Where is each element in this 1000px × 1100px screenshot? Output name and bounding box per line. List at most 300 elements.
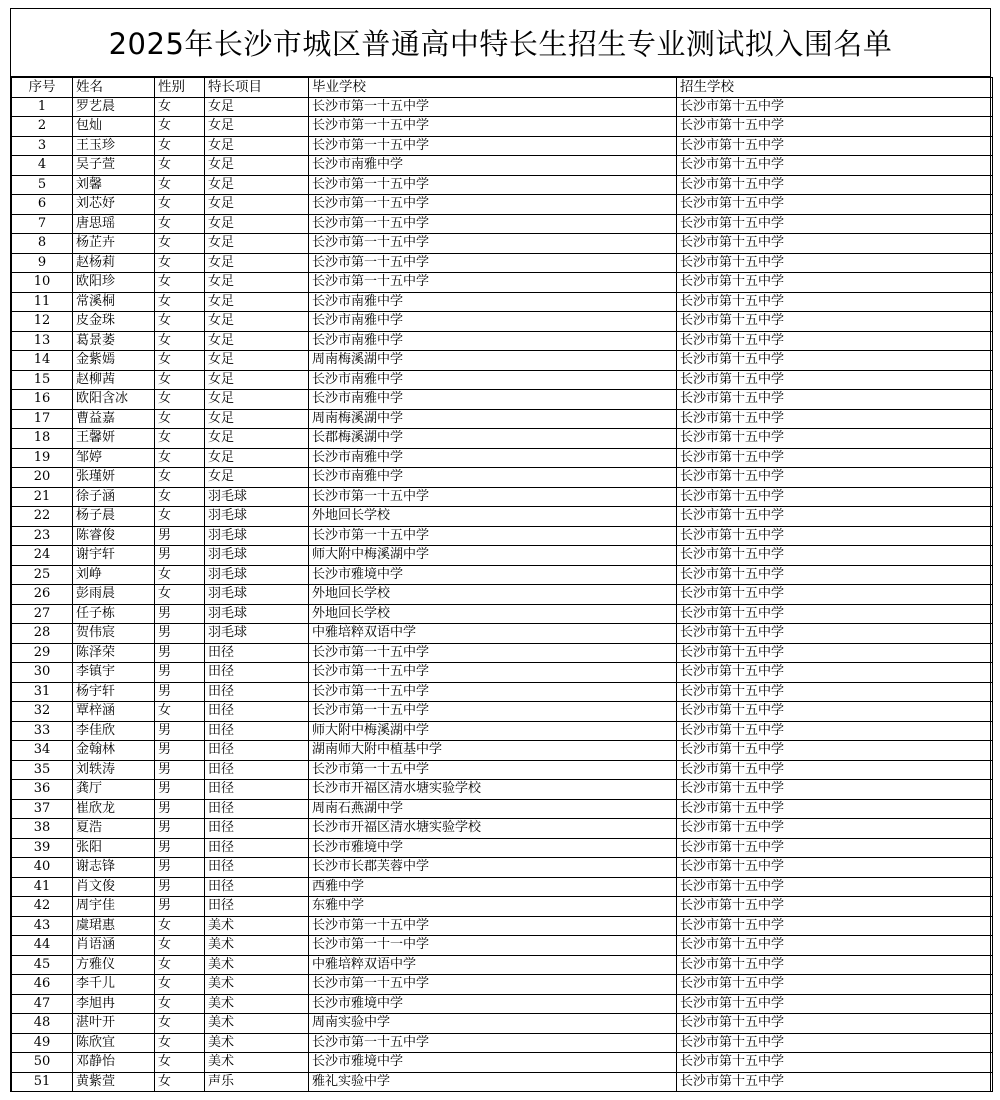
specialty-cell: 女足 [205, 136, 309, 156]
admission-school-cell: 长沙市第十五中学 [677, 624, 993, 644]
specialty-cell: 女足 [205, 331, 309, 351]
admission-school-cell: 长沙市第十五中学 [677, 916, 993, 936]
gender-cell: 女 [155, 702, 205, 722]
row-index-cell: 13 [12, 331, 73, 351]
admission-school-cell: 长沙市第十五中学 [677, 858, 993, 878]
gender-cell: 男 [155, 546, 205, 566]
graduation-school-cell: 雅礼实验中学 [309, 1072, 677, 1092]
gender-cell: 女 [155, 1033, 205, 1053]
graduation-school-cell: 中雅培粹双语中学 [309, 955, 677, 975]
row-index-cell: 44 [12, 936, 73, 956]
graduation-school-cell: 长沙市第一十五中学 [309, 487, 677, 507]
gender-cell: 女 [155, 136, 205, 156]
row-index-cell: 45 [12, 955, 73, 975]
specialty-cell: 田径 [205, 741, 309, 761]
row-index-cell: 33 [12, 721, 73, 741]
admission-school-cell: 长沙市第十五中学 [677, 312, 993, 332]
admission-school-cell: 长沙市第十五中学 [677, 975, 993, 995]
row-index-cell: 1 [12, 97, 73, 117]
row-index-cell: 37 [12, 799, 73, 819]
graduation-school-cell: 外地回长学校 [309, 604, 677, 624]
table-row [12, 799, 993, 819]
graduation-school-cell: 长沙市第一十五中学 [309, 195, 677, 215]
graduation-school-cell: 长沙市开福区清水塘实验学校 [309, 819, 677, 839]
gender-cell: 女 [155, 1014, 205, 1034]
row-index-cell: 5 [12, 175, 73, 195]
graduation-school-cell: 长沙市第一十五中学 [309, 253, 677, 273]
table-row [12, 273, 993, 293]
student-name-cell: 陈欣宜 [73, 1033, 155, 1053]
student-name-cell: 彭雨晨 [73, 585, 155, 605]
graduation-school-cell: 长沙市第一十一中学 [309, 936, 677, 956]
roster-sheet [10, 8, 991, 1092]
admission-school-cell: 长沙市第十五中学 [677, 351, 993, 371]
row-index-cell: 16 [12, 390, 73, 410]
row-index-cell: 20 [12, 468, 73, 488]
table-row [12, 780, 993, 800]
student-name-cell: 陈睿俊 [73, 526, 155, 546]
gender-cell: 女 [155, 468, 205, 488]
gender-cell: 女 [155, 370, 205, 390]
student-name-cell: 陈泽荣 [73, 643, 155, 663]
student-name-cell: 罗艺晨 [73, 97, 155, 117]
student-name-cell: 刘芯妤 [73, 195, 155, 215]
specialty-cell: 美术 [205, 916, 309, 936]
student-name-cell: 邓静怡 [73, 1053, 155, 1073]
gender-cell: 男 [155, 682, 205, 702]
table-row [12, 682, 993, 702]
specialty-cell: 女足 [205, 117, 309, 137]
graduation-school-cell: 长沙市第一十五中学 [309, 643, 677, 663]
roster-table [11, 77, 993, 1092]
specialty-cell: 羽毛球 [205, 624, 309, 644]
admission-school-cell: 长沙市第十五中学 [677, 156, 993, 176]
gender-cell: 男 [155, 838, 205, 858]
student-name-cell: 张瑾妍 [73, 468, 155, 488]
row-index-cell: 21 [12, 487, 73, 507]
admission-school-cell: 长沙市第十五中学 [677, 1014, 993, 1034]
gender-cell: 男 [155, 604, 205, 624]
gender-cell: 女 [155, 234, 205, 254]
admission-school-cell: 长沙市第十五中学 [677, 1072, 993, 1092]
gender-cell: 女 [155, 916, 205, 936]
table-row [12, 409, 993, 429]
gender-cell: 女 [155, 565, 205, 585]
admission-school-cell: 长沙市第十五中学 [677, 214, 993, 234]
table-row [12, 390, 993, 410]
student-name-cell: 湛叶开 [73, 1014, 155, 1034]
student-name-cell: 皮金珠 [73, 312, 155, 332]
row-index-cell: 27 [12, 604, 73, 624]
admission-school-cell: 长沙市第十五中学 [677, 799, 993, 819]
admission-school-cell: 长沙市第十五中学 [677, 273, 993, 293]
specialty-cell: 田径 [205, 799, 309, 819]
table-row [12, 234, 993, 254]
graduation-school-cell: 长沙市第一十五中学 [309, 136, 677, 156]
student-name-cell: 常溪桐 [73, 292, 155, 312]
student-name-cell: 刘峥 [73, 565, 155, 585]
column-header-admission-school: 招生学校 [677, 78, 993, 98]
specialty-cell: 羽毛球 [205, 526, 309, 546]
table-row [12, 975, 993, 995]
row-index-cell: 48 [12, 1014, 73, 1034]
table-header-row [12, 78, 993, 98]
row-index-cell: 2 [12, 117, 73, 137]
gender-cell: 女 [155, 409, 205, 429]
table-row [12, 858, 993, 878]
graduation-school-cell: 长沙市第一十五中学 [309, 234, 677, 254]
admission-school-cell: 长沙市第十五中学 [677, 526, 993, 546]
gender-cell: 男 [155, 799, 205, 819]
table-row [12, 175, 993, 195]
specialty-cell: 声乐 [205, 1072, 309, 1092]
row-index-cell: 36 [12, 780, 73, 800]
specialty-cell: 女足 [205, 409, 309, 429]
table-row [12, 253, 993, 273]
student-name-cell: 方雅仪 [73, 955, 155, 975]
table-row [12, 487, 993, 507]
admission-school-cell: 长沙市第十五中学 [677, 565, 993, 585]
table-row [12, 526, 993, 546]
admission-school-cell: 长沙市第十五中学 [677, 97, 993, 117]
admission-school-cell: 长沙市第十五中学 [677, 195, 993, 215]
graduation-school-cell: 长沙市南雅中学 [309, 156, 677, 176]
graduation-school-cell: 长沙市雅境中学 [309, 565, 677, 585]
student-name-cell: 崔欣龙 [73, 799, 155, 819]
gender-cell: 男 [155, 526, 205, 546]
table-row [12, 370, 993, 390]
student-name-cell: 李旭冉 [73, 994, 155, 1014]
admission-school-cell: 长沙市第十五中学 [677, 468, 993, 488]
gender-cell: 女 [155, 273, 205, 293]
graduation-school-cell: 长沙市第一十五中学 [309, 682, 677, 702]
student-name-cell: 包灿 [73, 117, 155, 137]
gender-cell: 男 [155, 780, 205, 800]
graduation-school-cell: 长沙市长郡芙蓉中学 [309, 858, 677, 878]
specialty-cell: 女足 [205, 175, 309, 195]
gender-cell: 女 [155, 97, 205, 117]
gender-cell: 男 [155, 624, 205, 644]
student-name-cell: 龚厅 [73, 780, 155, 800]
graduation-school-cell: 长沙市第一十五中学 [309, 214, 677, 234]
specialty-cell: 女足 [205, 234, 309, 254]
row-index-cell: 46 [12, 975, 73, 995]
student-name-cell: 邹婷 [73, 448, 155, 468]
specialty-cell: 美术 [205, 936, 309, 956]
row-index-cell: 51 [12, 1072, 73, 1092]
row-index-cell: 17 [12, 409, 73, 429]
specialty-cell: 田径 [205, 858, 309, 878]
column-header-gender: 性别 [155, 78, 205, 98]
column-header-name: 姓名 [73, 78, 155, 98]
admission-school-cell: 长沙市第十五中学 [677, 1053, 993, 1073]
student-name-cell: 贺伟宸 [73, 624, 155, 644]
row-index-cell: 6 [12, 195, 73, 215]
admission-school-cell: 长沙市第十五中学 [677, 429, 993, 449]
table-row [12, 468, 993, 488]
row-index-cell: 50 [12, 1053, 73, 1073]
gender-cell: 女 [155, 214, 205, 234]
row-index-cell: 31 [12, 682, 73, 702]
table-row [12, 1053, 993, 1073]
specialty-cell: 女足 [205, 156, 309, 176]
graduation-school-cell: 长沙市雅境中学 [309, 994, 677, 1014]
admission-school-cell: 长沙市第十五中学 [677, 409, 993, 429]
row-index-cell: 3 [12, 136, 73, 156]
table-row [12, 897, 993, 917]
specialty-cell: 田径 [205, 877, 309, 897]
gender-cell: 女 [155, 1053, 205, 1073]
table-row [12, 97, 993, 117]
column-header-index: 序号 [12, 78, 73, 98]
admission-school-cell: 长沙市第十五中学 [677, 838, 993, 858]
admission-school-cell: 长沙市第十五中学 [677, 955, 993, 975]
graduation-school-cell: 长沙市南雅中学 [309, 448, 677, 468]
specialty-cell: 田径 [205, 643, 309, 663]
specialty-cell: 女足 [205, 292, 309, 312]
admission-school-cell: 长沙市第十五中学 [677, 682, 993, 702]
row-index-cell: 30 [12, 663, 73, 683]
graduation-school-cell: 长沙市第一十五中学 [309, 97, 677, 117]
graduation-school-cell: 长沙市第一十五中学 [309, 975, 677, 995]
graduation-school-cell: 师大附中梅溪湖中学 [309, 546, 677, 566]
row-index-cell: 47 [12, 994, 73, 1014]
admission-school-cell: 长沙市第十五中学 [677, 331, 993, 351]
row-index-cell: 14 [12, 351, 73, 371]
table-row [12, 1072, 993, 1092]
row-index-cell: 12 [12, 312, 73, 332]
graduation-school-cell: 长沙市南雅中学 [309, 292, 677, 312]
row-index-cell: 10 [12, 273, 73, 293]
specialty-cell: 羽毛球 [205, 604, 309, 624]
table-row [12, 156, 993, 176]
student-name-cell: 赵杨莉 [73, 253, 155, 273]
row-index-cell: 49 [12, 1033, 73, 1053]
column-header-specialty: 特长项目 [205, 78, 309, 98]
table-row [12, 448, 993, 468]
table-row [12, 643, 993, 663]
specialty-cell: 女足 [205, 370, 309, 390]
graduation-school-cell: 长沙市雅境中学 [309, 838, 677, 858]
specialty-cell: 美术 [205, 1053, 309, 1073]
page-title: 2025年长沙市城区普通高中特长生招生专业测试拟入围名单 [11, 9, 990, 77]
admission-school-cell: 长沙市第十五中学 [677, 741, 993, 761]
table-row [12, 585, 993, 605]
roster-table-body [12, 78, 993, 1092]
table-row [12, 117, 993, 137]
admission-school-cell: 长沙市第十五中学 [677, 370, 993, 390]
table-row [12, 351, 993, 371]
specialty-cell: 羽毛球 [205, 565, 309, 585]
student-name-cell: 黄紫萱 [73, 1072, 155, 1092]
gender-cell: 女 [155, 936, 205, 956]
student-name-cell: 张阳 [73, 838, 155, 858]
graduation-school-cell: 长郡梅溪湖中学 [309, 429, 677, 449]
admission-school-cell: 长沙市第十五中学 [677, 663, 993, 683]
row-index-cell: 26 [12, 585, 73, 605]
specialty-cell: 田径 [205, 702, 309, 722]
specialty-cell: 田径 [205, 780, 309, 800]
admission-school-cell: 长沙市第十五中学 [677, 390, 993, 410]
gender-cell: 女 [155, 195, 205, 215]
graduation-school-cell: 湖南师大附中植基中学 [309, 741, 677, 761]
table-row [12, 663, 993, 683]
gender-cell: 男 [155, 858, 205, 878]
graduation-school-cell: 长沙市开福区清水塘实验学校 [309, 780, 677, 800]
gender-cell: 女 [155, 253, 205, 273]
table-row [12, 507, 993, 527]
student-name-cell: 王玉珍 [73, 136, 155, 156]
graduation-school-cell: 长沙市第一十五中学 [309, 175, 677, 195]
gender-cell: 女 [155, 390, 205, 410]
student-name-cell: 夏浩 [73, 819, 155, 839]
admission-school-cell: 长沙市第十五中学 [677, 1033, 993, 1053]
graduation-school-cell: 长沙市第一十五中学 [309, 702, 677, 722]
student-name-cell: 肖语涵 [73, 936, 155, 956]
graduation-school-cell: 长沙市第一十五中学 [309, 526, 677, 546]
graduation-school-cell: 外地回长学校 [309, 585, 677, 605]
graduation-school-cell: 长沙市南雅中学 [309, 390, 677, 410]
table-row [12, 702, 993, 722]
student-name-cell: 欧阳含冰 [73, 390, 155, 410]
gender-cell: 女 [155, 351, 205, 371]
admission-school-cell: 长沙市第十五中学 [677, 702, 993, 722]
graduation-school-cell: 东雅中学 [309, 897, 677, 917]
column-header-graduation-school: 毕业学校 [309, 78, 677, 98]
specialty-cell: 女足 [205, 195, 309, 215]
admission-school-cell: 长沙市第十五中学 [677, 897, 993, 917]
student-name-cell: 曹益嘉 [73, 409, 155, 429]
student-name-cell: 刘馨 [73, 175, 155, 195]
specialty-cell: 女足 [205, 273, 309, 293]
admission-school-cell: 长沙市第十五中学 [677, 448, 993, 468]
graduation-school-cell: 长沙市第一十五中学 [309, 1033, 677, 1053]
graduation-school-cell: 长沙市雅境中学 [309, 1053, 677, 1073]
gender-cell: 女 [155, 448, 205, 468]
specialty-cell: 田径 [205, 760, 309, 780]
specialty-cell: 羽毛球 [205, 487, 309, 507]
admission-school-cell: 长沙市第十五中学 [677, 175, 993, 195]
table-row [12, 292, 993, 312]
student-name-cell: 任子栋 [73, 604, 155, 624]
student-name-cell: 刘轶涛 [73, 760, 155, 780]
graduation-school-cell: 周南实验中学 [309, 1014, 677, 1034]
row-index-cell: 22 [12, 507, 73, 527]
row-index-cell: 39 [12, 838, 73, 858]
row-index-cell: 18 [12, 429, 73, 449]
graduation-school-cell: 师大附中梅溪湖中学 [309, 721, 677, 741]
gender-cell: 女 [155, 331, 205, 351]
table-row [12, 838, 993, 858]
row-index-cell: 19 [12, 448, 73, 468]
row-index-cell: 38 [12, 819, 73, 839]
row-index-cell: 7 [12, 214, 73, 234]
table-row [12, 994, 993, 1014]
graduation-school-cell: 长沙市第一十五中学 [309, 916, 677, 936]
graduation-school-cell: 长沙市第一十五中学 [309, 760, 677, 780]
admission-school-cell: 长沙市第十五中学 [677, 994, 993, 1014]
student-name-cell: 唐思瑶 [73, 214, 155, 234]
table-row [12, 936, 993, 956]
graduation-school-cell: 西雅中学 [309, 877, 677, 897]
admission-school-cell: 长沙市第十五中学 [677, 117, 993, 137]
graduation-school-cell: 长沙市第一十五中学 [309, 117, 677, 137]
table-row [12, 546, 993, 566]
gender-cell: 女 [155, 1072, 205, 1092]
specialty-cell: 女足 [205, 448, 309, 468]
gender-cell: 女 [155, 507, 205, 527]
specialty-cell: 美术 [205, 955, 309, 975]
table-row [12, 877, 993, 897]
row-index-cell: 9 [12, 253, 73, 273]
student-name-cell: 杨芷卉 [73, 234, 155, 254]
student-name-cell: 葛景萎 [73, 331, 155, 351]
row-index-cell: 35 [12, 760, 73, 780]
specialty-cell: 女足 [205, 253, 309, 273]
student-name-cell: 赵柳茜 [73, 370, 155, 390]
graduation-school-cell: 周南石燕湖中学 [309, 799, 677, 819]
table-row [12, 604, 993, 624]
table-row [12, 312, 993, 332]
row-index-cell: 42 [12, 897, 73, 917]
specialty-cell: 女足 [205, 351, 309, 371]
row-index-cell: 40 [12, 858, 73, 878]
table-row [12, 214, 993, 234]
table-row [12, 429, 993, 449]
row-index-cell: 23 [12, 526, 73, 546]
graduation-school-cell: 长沙市南雅中学 [309, 331, 677, 351]
specialty-cell: 美术 [205, 975, 309, 995]
specialty-cell: 田径 [205, 682, 309, 702]
row-index-cell: 32 [12, 702, 73, 722]
admission-school-cell: 长沙市第十五中学 [677, 507, 993, 527]
row-index-cell: 8 [12, 234, 73, 254]
row-index-cell: 25 [12, 565, 73, 585]
student-name-cell: 金翰林 [73, 741, 155, 761]
row-index-cell: 43 [12, 916, 73, 936]
student-name-cell: 杨子晨 [73, 507, 155, 527]
student-name-cell: 虞珺惠 [73, 916, 155, 936]
admission-school-cell: 长沙市第十五中学 [677, 253, 993, 273]
student-name-cell: 李千儿 [73, 975, 155, 995]
graduation-school-cell: 长沙市南雅中学 [309, 370, 677, 390]
gender-cell: 女 [155, 955, 205, 975]
table-row [12, 955, 993, 975]
table-row [12, 916, 993, 936]
student-name-cell: 王馨妍 [73, 429, 155, 449]
gender-cell: 女 [155, 429, 205, 449]
row-index-cell: 15 [12, 370, 73, 390]
student-name-cell: 金紫嫣 [73, 351, 155, 371]
specialty-cell: 女足 [205, 468, 309, 488]
student-name-cell: 覃梓涵 [73, 702, 155, 722]
specialty-cell: 田径 [205, 897, 309, 917]
admission-school-cell: 长沙市第十五中学 [677, 546, 993, 566]
specialty-cell: 羽毛球 [205, 507, 309, 527]
gender-cell: 女 [155, 292, 205, 312]
gender-cell: 男 [155, 643, 205, 663]
specialty-cell: 美术 [205, 1014, 309, 1034]
graduation-school-cell: 长沙市第一十五中学 [309, 273, 677, 293]
gender-cell: 女 [155, 994, 205, 1014]
table-row [12, 331, 993, 351]
student-name-cell: 谢志锋 [73, 858, 155, 878]
student-name-cell: 欧阳珍 [73, 273, 155, 293]
graduation-school-cell: 长沙市南雅中学 [309, 312, 677, 332]
specialty-cell: 田径 [205, 838, 309, 858]
row-index-cell: 41 [12, 877, 73, 897]
admission-school-cell: 长沙市第十五中学 [677, 780, 993, 800]
